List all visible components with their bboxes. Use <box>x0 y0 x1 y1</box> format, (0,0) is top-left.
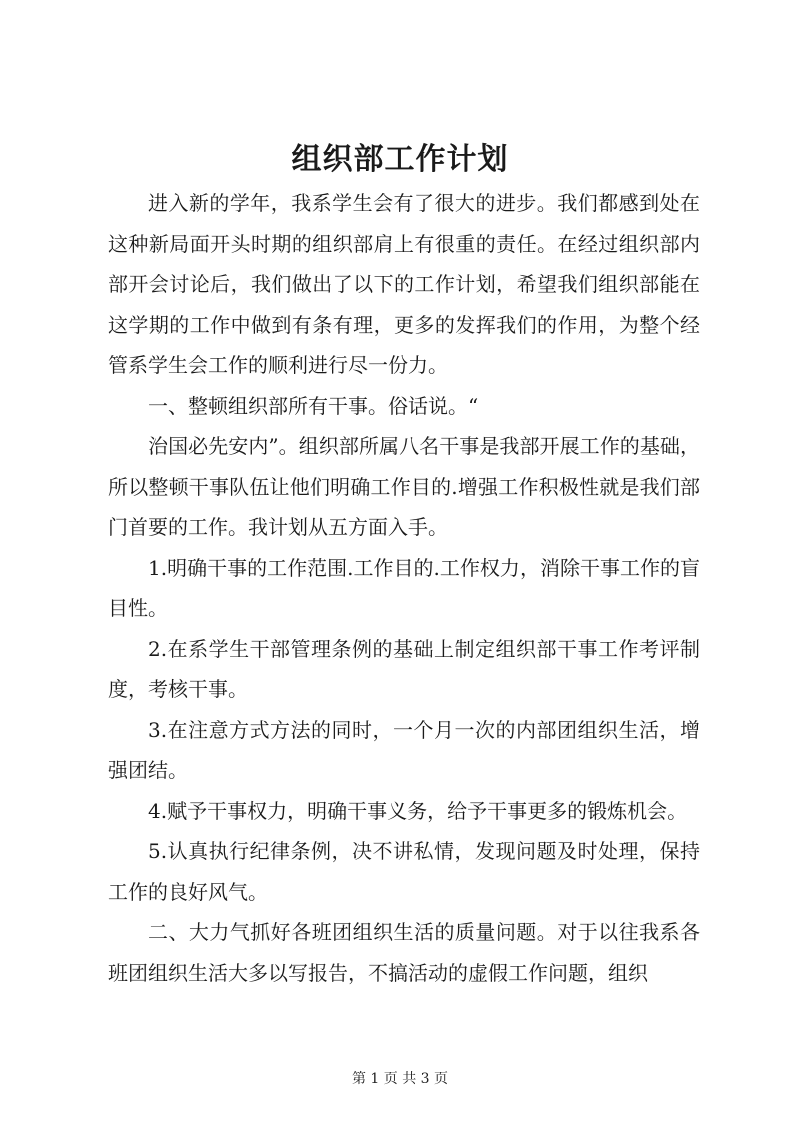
paragraph-item-3: 3.在注意方式方法的同时，一个月一次的内部团组织生活，增强团结。 <box>108 717 700 782</box>
paragraph-section-1-body: 治国必先安内”。组织部所属八名干事是我部开展工作的基础，所以整顿干事队伍让他们明确工作目的.增强工作积极性就是我们部门首要的工作。我计划从五方面入手。 <box>108 434 700 539</box>
paragraph-section-1-heading: 一、整顿组织部所有干事。俗话说。“ <box>148 393 479 418</box>
paragraph-section-2: 二、大力气抓好各班团组织生活的质量问题。对于以往我系各班团组织生活大多以写报告，不搞活动的虚假工作问题，组织 <box>108 920 700 985</box>
document-body <box>108 183 700 993</box>
document-title: 组织部工作计划 <box>291 142 509 177</box>
page-number-footer: 第 1 页 共 3 页 <box>351 1071 449 1087</box>
paragraph-item-4: 4.赋予干事权力，明确干事义务，给予干事更多的锻炼机会。 <box>148 798 688 823</box>
paragraph-item-2: 2.在系学生干部管理条例的基础上制定组织部干事工作考评制度，考核干事。 <box>108 636 700 701</box>
paragraph-item-1: 1.明确干事的工作范围.工作目的.工作权力，消除干事工作的盲目性。 <box>108 555 700 620</box>
paragraph-intro: 进入新的学年，我系学生会有了很大的进步。我们都感到处在这种新局面开头时期的组织部肩上有很重的责任。在经过组织部内部开会讨论后，我们做出了以下的工作计划，希望我们组织部能在这学期的工作中做到有条有理，更多的发挥我们的作用，为整个经管系学生会工作的顺利进行尽一份力。 <box>108 191 700 377</box>
paragraph-item-5: 5.认真执行纪律条例，决不讲私情，发现问题及时处理，保持工作的良好风气。 <box>108 839 700 904</box>
